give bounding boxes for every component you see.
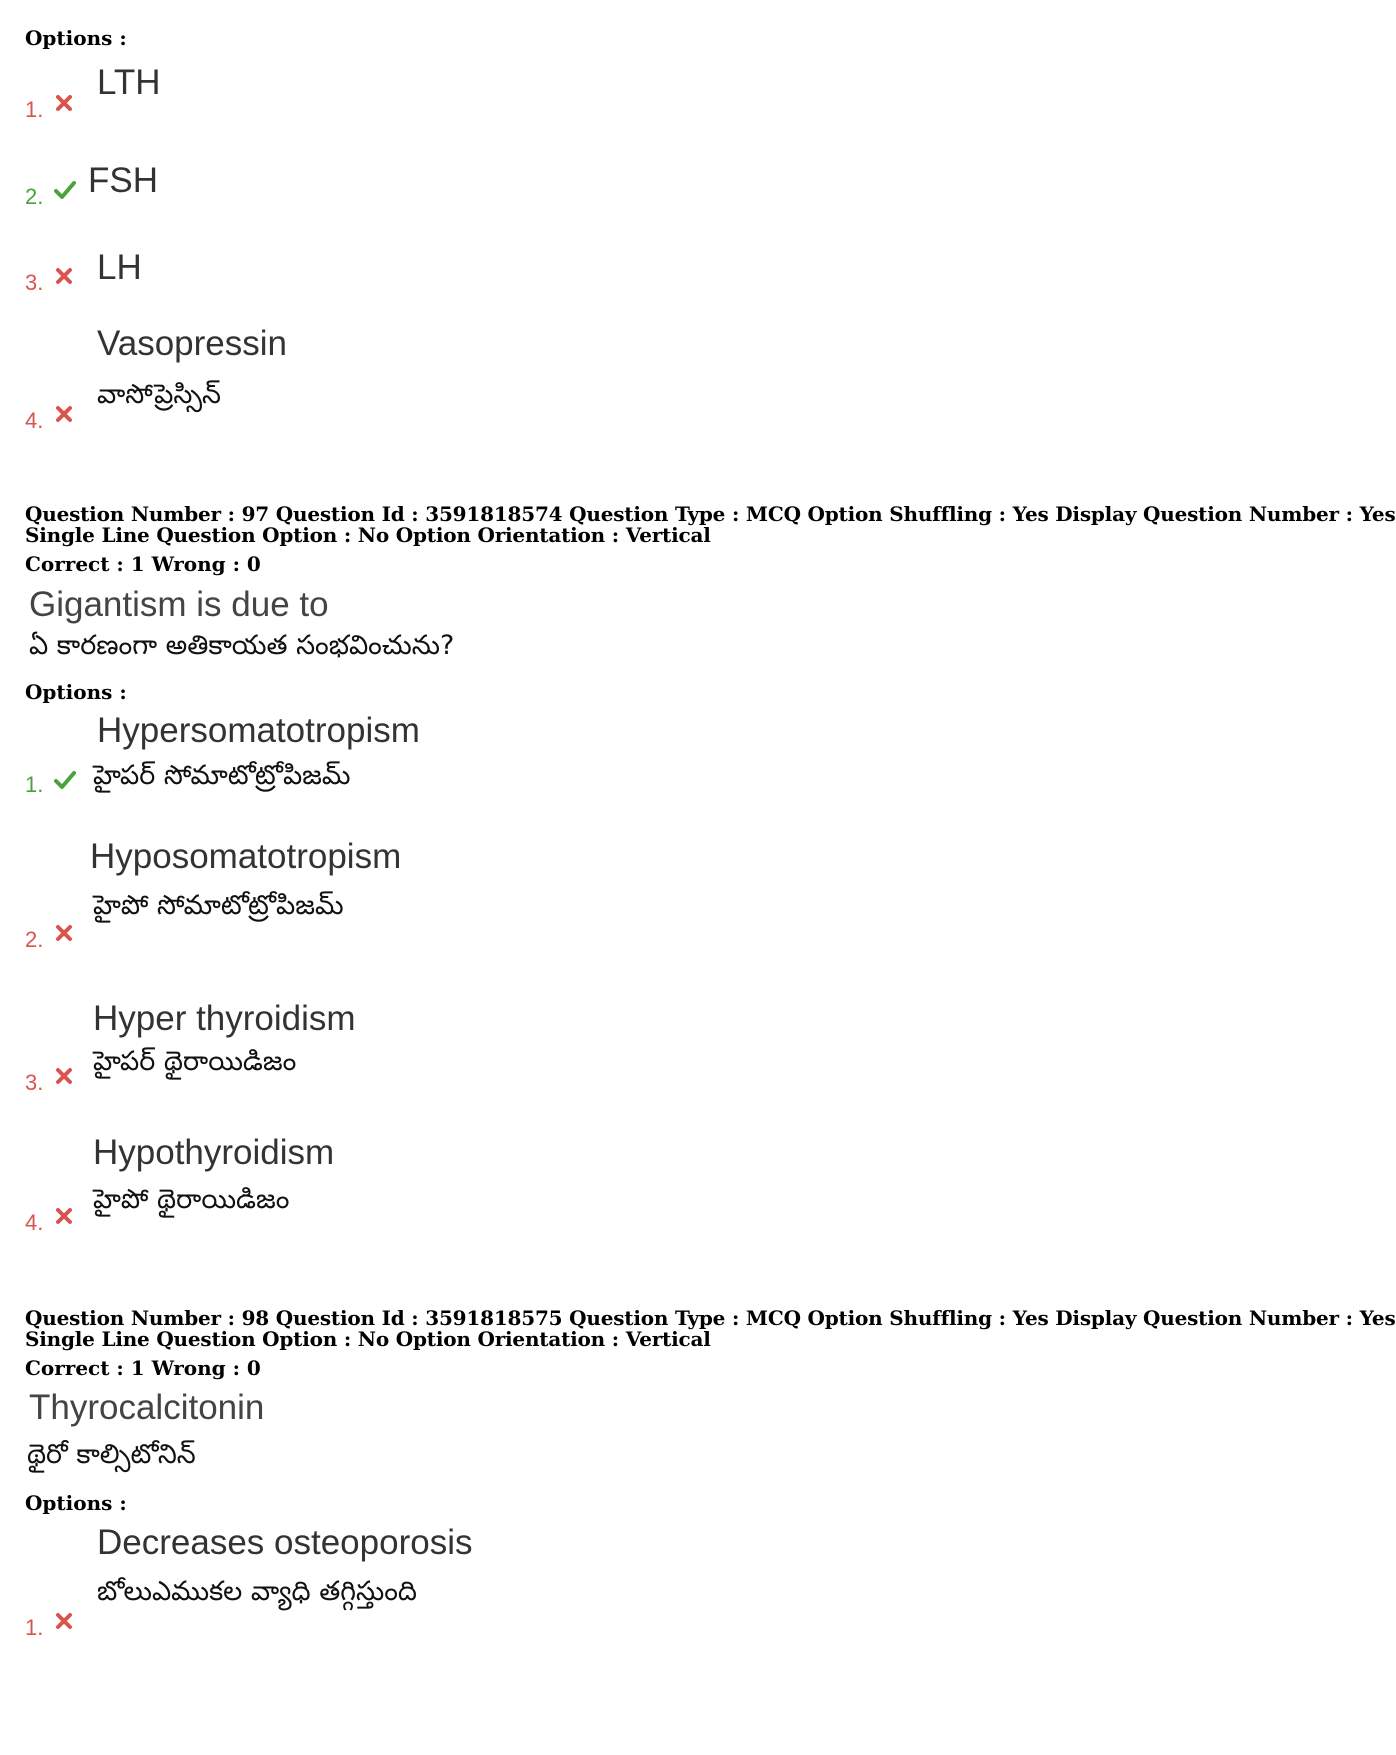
score-line: Correct : 1 Wrong : 0 xyxy=(25,1356,261,1380)
options-label: Options : xyxy=(25,1491,127,1515)
option-text-en: Decreases osteoporosis xyxy=(97,1523,473,1562)
wrong-mark-icon xyxy=(55,924,73,942)
wrong-mark-icon xyxy=(55,1207,73,1225)
option-text-te: బోలుఎముకల వ్యాధి తగ్గిస్తుంది xyxy=(97,1576,417,1607)
correct-check-icon xyxy=(54,180,76,200)
option-number: 1. xyxy=(25,1615,44,1640)
correct-check-icon xyxy=(54,770,76,790)
option-text-te: హైపర్ సోమాటోట్రోపిజమ్ xyxy=(93,760,351,791)
wrong-mark-icon xyxy=(55,405,73,423)
option-text-en: LH xyxy=(97,248,142,287)
score-line: Correct : 1 Wrong : 0 xyxy=(25,552,261,576)
option-text-te: హైపో సోమాటోట్రోపిజమ్ xyxy=(93,890,344,921)
option-number: 1. xyxy=(25,772,44,797)
option-text-en: Hyper thyroidism xyxy=(93,999,356,1038)
question-meta-line2: Single Line Question Option : No Option Orientation : Vertical xyxy=(25,523,711,547)
question-text-en: Gigantism is due to xyxy=(29,585,329,624)
wrong-mark-icon xyxy=(55,1612,73,1630)
question-meta-line1: Question Number : 98 Question Id : 3591818575 Question Type : MCQ Option Shuffling : Yes Display Question Number : Yes xyxy=(25,1306,1396,1330)
question-meta-line1: Question Number : 97 Question Id : 3591818574 Question Type : MCQ Option Shuffling : Yes Display Question Number : Yes xyxy=(25,502,1396,526)
option-number: 4. xyxy=(25,1210,44,1235)
question-meta-line2: Single Line Question Option : No Option Orientation : Vertical xyxy=(25,1327,711,1351)
option-text-en: Hyposomatotropism xyxy=(90,837,402,876)
question-text-te: థైరో కాల్సిటోనిన్ xyxy=(27,1439,196,1470)
option-number: 2. xyxy=(25,184,44,209)
options-label: Options : xyxy=(25,26,127,50)
option-number: 1. xyxy=(25,97,44,122)
option-text-en: FSH xyxy=(88,161,158,200)
option-number: 2. xyxy=(25,927,44,952)
question-text-en: Thyrocalcitonin xyxy=(29,1388,265,1427)
option-text-te: వాసోప్రెస్సిన్ xyxy=(97,379,222,410)
option-number: 3. xyxy=(25,1070,44,1095)
wrong-mark-icon xyxy=(55,267,73,285)
wrong-mark-icon xyxy=(55,94,73,112)
option-number: 4. xyxy=(25,408,44,433)
option-text-te: హైపర్ థైరాయిడిజం xyxy=(93,1046,297,1077)
option-text-en: Hypothyroidism xyxy=(93,1133,335,1172)
wrong-mark-icon xyxy=(55,1067,73,1085)
options-label: Options : xyxy=(25,680,127,704)
option-text-en: LTH xyxy=(97,63,161,102)
option-number: 3. xyxy=(25,270,44,295)
option-text-en: Vasopressin xyxy=(97,324,288,363)
question-text-te: ఏ కారణంగా అతికాయత సంభవించును? xyxy=(29,630,455,661)
option-text-te: హైపో థైరాయిడిజం xyxy=(93,1184,290,1215)
option-text-en: Hypersomatotropism xyxy=(97,711,420,750)
